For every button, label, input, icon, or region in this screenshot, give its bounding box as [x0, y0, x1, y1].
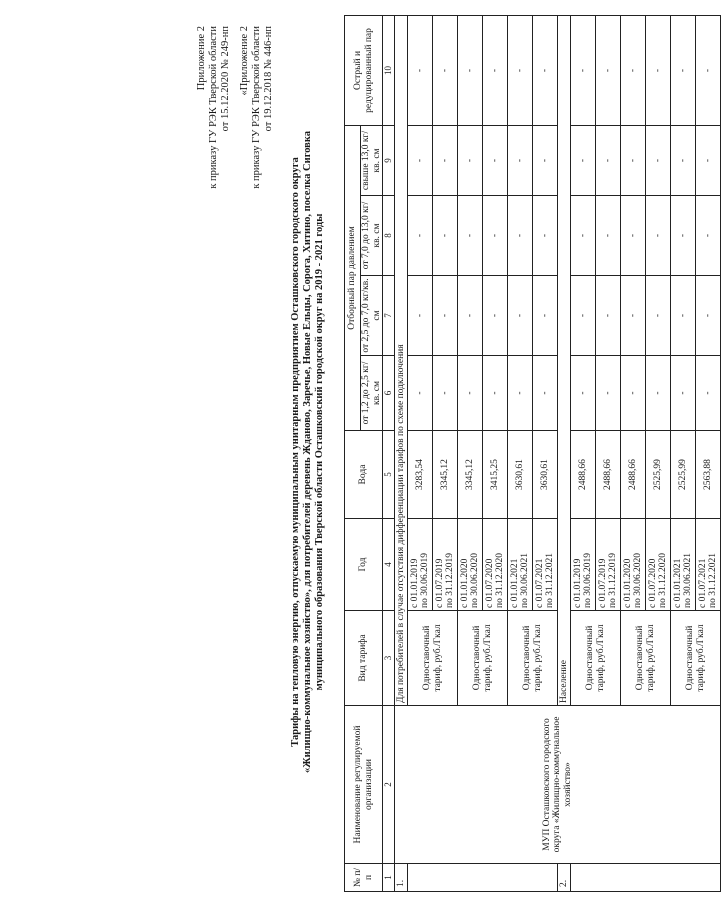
sharp-steam-value: - [671, 15, 696, 125]
water-value: 2488,66 [571, 431, 596, 519]
steam-4-value: - [483, 125, 508, 195]
steam-4-value: - [433, 125, 458, 195]
steam-4-value: - [533, 125, 558, 195]
header-steam-1: от 1,2 до 2,5 кг/кв. см [361, 356, 383, 431]
header-steam-2: от 2,5 до 7,0 кг/кв. см [361, 276, 383, 356]
header-steam-group: Отборный пар давлением [345, 125, 361, 430]
section-num-empty [571, 864, 721, 892]
steam-1-value: - [696, 356, 721, 431]
steam-4-value: - [671, 125, 696, 195]
header-sharp-steam: Острый и редуцированный пар [345, 15, 383, 125]
title-line: муниципального образования Тверской области Осташковский городской округ на 2019 - 2021 годы [314, 213, 326, 691]
steam-3-value: - [671, 196, 696, 276]
water-value: 2488,66 [596, 431, 621, 519]
period: с 01.07.2020 по 31.12.2020 [483, 519, 508, 611]
tariff-type: Одноставочный тариф, руб./Гкал [671, 611, 721, 706]
sharp-steam-value: - [508, 15, 533, 125]
steam-1-value: - [646, 356, 671, 431]
steam-1-value: - [508, 356, 533, 431]
col-index: 4 [383, 519, 395, 611]
col-index: 8 [383, 196, 395, 276]
steam-2-value: - [433, 276, 458, 356]
period: с 01.07.2020 по 31.12.2020 [646, 519, 671, 611]
steam-3-value: - [483, 196, 508, 276]
water-value: 3345,12 [458, 431, 483, 519]
steam-3-value: - [621, 196, 646, 276]
document-title [290, 60, 327, 844]
sharp-steam-value: - [571, 15, 596, 125]
water-value: 3415,25 [483, 431, 508, 519]
steam-4-value: - [571, 125, 596, 195]
steam-4-value: - [408, 125, 433, 195]
steam-4-value: - [646, 125, 671, 195]
steam-4-value: - [596, 125, 621, 195]
col-index: 5 [383, 431, 395, 519]
period: с 01.01.2019 по 30.06.2019 [408, 519, 433, 611]
sharp-steam-value: - [458, 15, 483, 125]
period: с 01.01.2021 по 30.06.2021 [508, 519, 533, 611]
tariff-table [344, 15, 721, 892]
steam-2-value: - [571, 276, 596, 356]
sharp-steam-value: - [596, 15, 621, 125]
appendix-line: от 19.12.2018 № 446-нп [263, 26, 274, 132]
tariff-type: Одноставочный тариф, руб./Гкал [571, 611, 621, 706]
water-value: 2563,88 [696, 431, 721, 519]
title-line: Тарифы на тепловую энергию, отпускаемую муниципальным унитарным предприятием Осташковского городского округа [290, 157, 301, 747]
sharp-steam-value: - [646, 15, 671, 125]
sharp-steam-value: - [433, 15, 458, 125]
sharp-steam-value: - [408, 15, 433, 125]
title-line: «Жилищно-коммунальное хозяйство», для потребителей деревень Ждановo, Заречье, Новые Ельцы, Сорога, Хитино, поселка Сиговка [302, 131, 314, 774]
period: с 01.01.2020 по 30.06.2020 [621, 519, 646, 611]
steam-3-value: - [458, 196, 483, 276]
steam-2-value: - [508, 276, 533, 356]
steam-2-value: - [408, 276, 433, 356]
steam-3-value: - [696, 196, 721, 276]
period: с 01.01.2019 по 30.06.2019 [571, 519, 596, 611]
steam-2-value: - [596, 276, 621, 356]
water-value: 3630,61 [533, 431, 558, 519]
steam-3-value: - [408, 196, 433, 276]
section-num: 1. [395, 864, 408, 892]
header-tariff-type: Вид тарифа [345, 611, 383, 706]
period: с 01.07.2021 по 31.12.2021 [533, 519, 558, 611]
steam-3-value: - [571, 196, 596, 276]
sharp-steam-value: - [621, 15, 646, 125]
water-value: 2488,66 [621, 431, 646, 519]
steam-3-value: - [646, 196, 671, 276]
steam-2-value: - [696, 276, 721, 356]
col-index: 9 [383, 125, 395, 195]
col-index: 3 [383, 611, 395, 706]
period: с 01.01.2020 по 30.06.2020 [458, 519, 483, 611]
header-num: № п/п [345, 864, 383, 892]
steam-2-value: - [621, 276, 646, 356]
org-name: МУП Осташковского городского округа «Жилищно-коммунальное хозяйство» [395, 706, 721, 864]
section-num-empty [408, 864, 558, 892]
period: с 01.07.2019 по 31.12.2019 [596, 519, 621, 611]
steam-1-value: - [483, 356, 508, 431]
steam-4-value: - [696, 125, 721, 195]
period: с 01.07.2019 по 31.12.2019 [433, 519, 458, 611]
steam-4-value: - [621, 125, 646, 195]
water-value: 2525,99 [646, 431, 671, 519]
tariff-type: Одноставочный тариф, руб./Гкал [508, 611, 558, 706]
col-index: 2 [383, 706, 395, 864]
steam-1-value: - [408, 356, 433, 431]
steam-2-value: - [671, 276, 696, 356]
header-steam-4: свыше 13,0 кг/кв. см [361, 125, 383, 195]
header-water: Вода [345, 431, 383, 519]
col-index: 6 [383, 356, 395, 431]
steam-1-value: - [571, 356, 596, 431]
steam-1-value: - [433, 356, 458, 431]
col-index: 10 [383, 15, 395, 125]
steam-2-value: - [483, 276, 508, 356]
header-steam-3: от 7,0 до 13,0 кг/кв. см [361, 196, 383, 276]
steam-4-value: - [508, 125, 533, 195]
appendix-line: Приложение 2 [196, 26, 207, 91]
column-index-row [383, 15, 395, 891]
steam-1-value: - [621, 356, 646, 431]
section-row [395, 15, 408, 891]
header-org: Наименование регулируемой организации [345, 706, 383, 864]
period: с 01.01.2021 по 30.06.2021 [671, 519, 696, 611]
sharp-steam-value: - [533, 15, 558, 125]
steam-2-value: - [646, 276, 671, 356]
sharp-steam-value: - [483, 15, 508, 125]
section-label: Население [558, 15, 571, 705]
section-label: Для потребителей в случае отсутствия дифференциации тарифов по схеме подключения [395, 15, 408, 705]
water-value: 2525,99 [671, 431, 696, 519]
water-value: 3630,61 [508, 431, 533, 519]
steam-2-value: - [458, 276, 483, 356]
appendix-current [196, 26, 232, 189]
steam-3-value: - [596, 196, 621, 276]
steam-3-value: - [508, 196, 533, 276]
col-index: 1 [383, 864, 395, 892]
steam-4-value: - [458, 125, 483, 195]
appendix-line: «Приложение 2 [239, 26, 250, 96]
steam-1-value: - [458, 356, 483, 431]
section-num: 2. [558, 864, 571, 892]
tariff-type: Одноставочный тариф, руб./Гкал [621, 611, 671, 706]
appendix-line: от 15.12.2020 № 249-нп [220, 26, 231, 132]
water-value: 3345,12 [433, 431, 458, 519]
sharp-steam-value: - [696, 15, 721, 125]
tariff-type: Одноставочный тариф, руб./Гкал [408, 611, 458, 706]
water-value: 3283,54 [408, 431, 433, 519]
steam-1-value: - [533, 356, 558, 431]
appendix-line: к приказу ГУ РЭК Тверской области [251, 26, 262, 189]
steam-3-value: - [433, 196, 458, 276]
steam-2-value: - [533, 276, 558, 356]
appendix-line: к приказу ГУ РЭК Тверской области [208, 26, 219, 189]
steam-1-value: - [671, 356, 696, 431]
col-index: 7 [383, 276, 395, 356]
steam-3-value: - [533, 196, 558, 276]
period: с 01.07.2021 по 31.12.2021 [696, 519, 721, 611]
tariff-type: Одноставочный тариф, руб./Гкал [458, 611, 508, 706]
appendix-previous [239, 26, 275, 189]
header-year: Год [345, 519, 383, 611]
steam-1-value: - [596, 356, 621, 431]
